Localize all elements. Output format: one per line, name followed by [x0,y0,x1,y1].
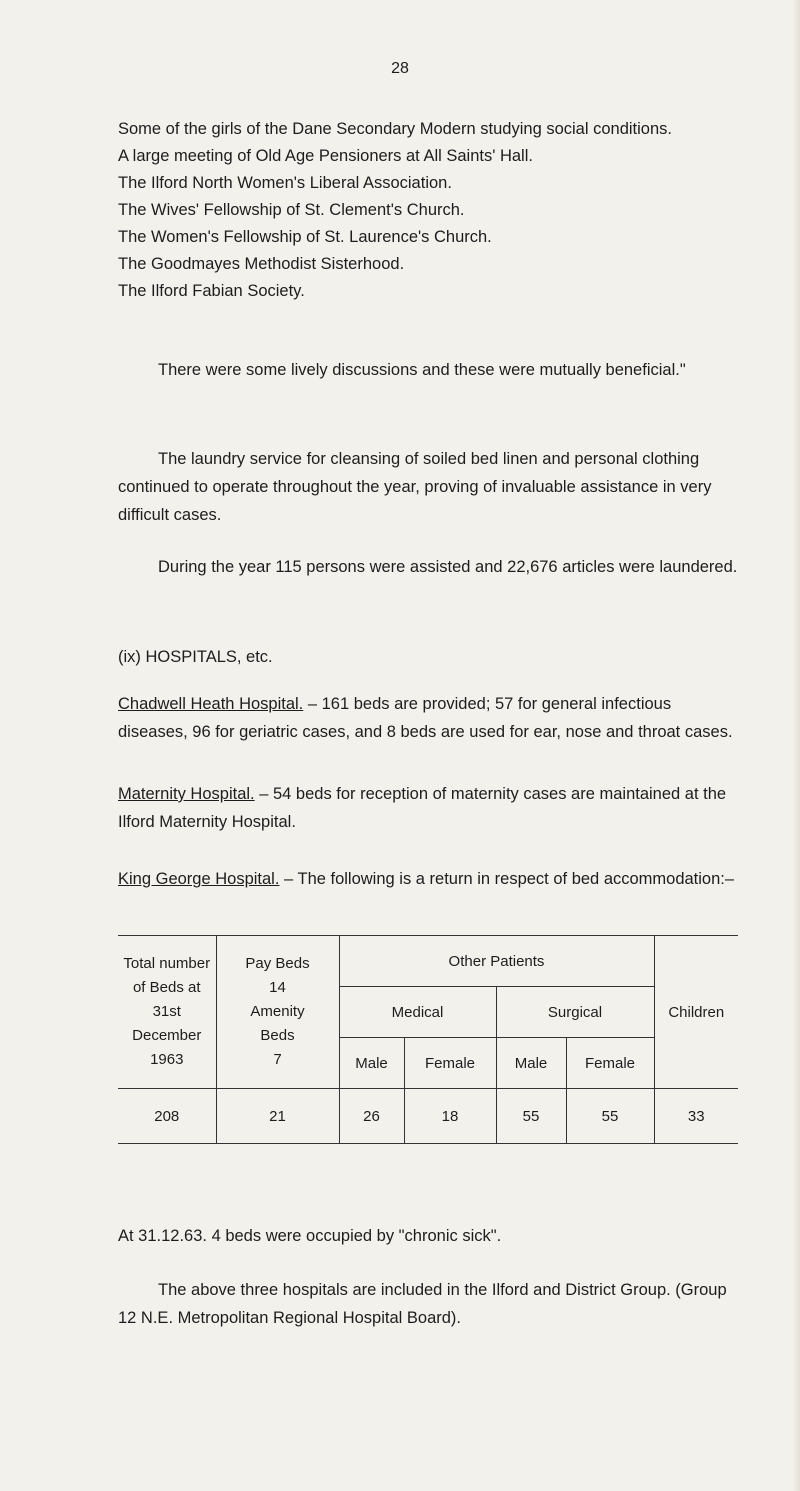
paragraph-laundered: During the year 115 persons were assisted and 22,676 articles were laundered. [158,558,738,576]
header-medical-female: Female [404,1038,496,1089]
hospital-text: – The following is a return in respect of bed accommodation:– [279,870,735,888]
header-text: 31st December [132,1003,202,1044]
hospital-text: – 54 beds for reception of maternity cases are maintained at the Ilford Maternity Hospital. [118,785,727,831]
header-text: Amenity [250,1003,305,1020]
hospital-name: Maternity Hospital. [118,785,255,803]
paragraph-maternity [118,780,743,836]
header-text: 7 [273,1051,282,1068]
header-children: Children [654,936,738,1089]
hospital-text: – 161 beds are provided; 57 for general infectious diseases, 96 for geriatric cases, and 8 beds are used for ear, nose and throat cases. [118,695,733,741]
paragraph-chronic: At 31.12.63. 4 beds were occupied by "chronic sick". [118,1227,502,1245]
paragraph-king-george [118,865,743,893]
list-item: The Women's Fellowship of St. Laurence's Church. [118,228,492,246]
list-item: Some of the girls of the Dane Secondary Modern studying social conditions. [118,120,672,138]
header-total-beds [118,936,216,1089]
hospital-name: King George Hospital. [118,870,280,888]
cell-surgical-male: 55 [496,1089,566,1144]
header-pay-beds [216,936,339,1089]
list-item: A large meeting of Old Age Pensioners at All Saints' Hall. [118,147,533,165]
page-number: 28 [391,60,409,77]
paragraph-group: The above three hospitals are included in the Ilford and District Group. (Group 12 N.E. Metropolitan Regional Hospital Board). [118,1281,727,1327]
list-item: The Goodmayes Methodist Sisterhood. [118,255,405,273]
intro-list [118,116,743,305]
paragraph-discussions: There were some lively discussions and these were mutually beneficial." [158,361,686,379]
header-text: of Beds at [132,979,201,996]
cell-total-beds: 208 [118,1089,216,1144]
hospital-name: Chadwell Heath Hospital. [118,695,304,713]
paragraph-laundry: The laundry service for cleansing of soiled bed linen and personal clothing continued to operate throughout the year, proving of invaluable assistance in very difficult cases. [118,450,712,524]
cell-pay-beds: 21 [216,1089,339,1144]
list-item: The Ilford North Women's Liberal Association. [118,174,452,192]
header-text: Beds [260,1027,295,1044]
header-other-patients: Other Patients [339,936,654,987]
list-item: The Ilford Fabian Society. [118,282,305,300]
cell-children: 33 [654,1089,738,1144]
header-text: Total number [123,955,211,972]
header-text: Pay Beds [245,955,310,972]
header-medical: Medical [339,987,496,1038]
cell-medical-male: 26 [339,1089,404,1144]
cell-medical-female: 18 [404,1089,496,1144]
header-surgical-male: Male [496,1038,566,1089]
bed-accommodation-table [118,935,738,1144]
page-edge-shadow [792,0,800,1491]
header-text: 1963 [150,1051,184,1068]
paragraph-chadwell [118,690,743,746]
list-item: The Wives' Fellowship of St. Clement's Church. [118,201,465,219]
header-surgical-female: Female [566,1038,654,1089]
section-heading: (ix) HOSPITALS, etc. [118,648,273,666]
header-medical-male: Male [339,1038,404,1089]
header-surgical: Surgical [496,987,654,1038]
cell-surgical-female: 55 [566,1089,654,1144]
header-text: 14 [269,979,286,996]
